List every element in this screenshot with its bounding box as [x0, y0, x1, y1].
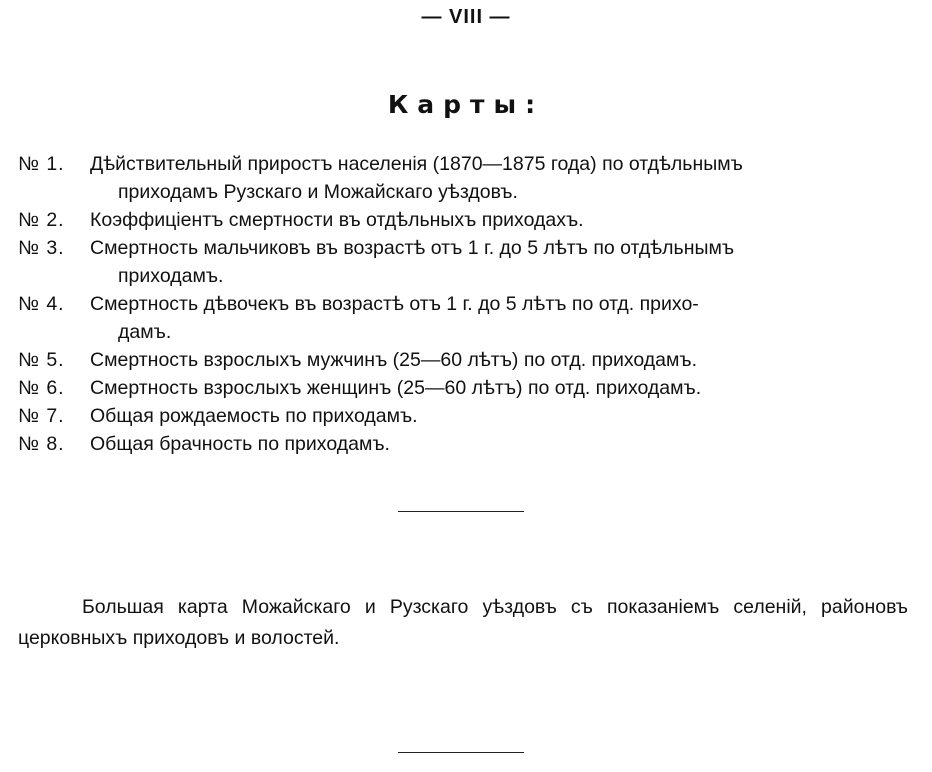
list-item-map-5 — [18, 346, 918, 374]
map-number: № 6. — [18, 377, 65, 399]
map-description — [90, 374, 918, 402]
map-description-line: Общая брачность по приходамъ. — [90, 433, 390, 455]
map-description — [90, 402, 918, 430]
big-map-note: Большая карта Можайскаго и Рузскаго уѣздовъ съ показаніемъ селеній, районовъ церковныхъ приходовъ и волостей. — [18, 596, 908, 649]
bottom-divider — [398, 752, 524, 753]
map-description-line: Смертность мальчиковъ въ возрастѣ отъ 1 г. до 5 лѣтъ по отдѣльнымъ — [90, 237, 735, 259]
section-title: Карты: — [387, 90, 545, 119]
map-description-line: Коэффиціентъ смертности въ отдѣльныхъ приходахъ. — [90, 209, 584, 231]
map-number: № 8. — [18, 433, 65, 455]
list-item-map-4 — [18, 290, 918, 346]
list-item-map-7 — [18, 402, 918, 430]
list-item-map-6 — [18, 374, 918, 402]
maps-list — [18, 150, 918, 458]
map-number: № 7. — [18, 405, 65, 427]
map-number: № 5. — [18, 349, 65, 371]
map-description — [90, 430, 918, 458]
map-description — [90, 346, 918, 374]
map-description-line: Общая рождаемость по приходамъ. — [90, 405, 418, 427]
map-number: № 4. — [18, 293, 65, 315]
map-description-line: Смертность дѣвочекъ въ возрастѣ отъ 1 г. до 5 лѣтъ по отд. прихо- — [90, 293, 699, 315]
map-description — [90, 150, 918, 206]
map-description-line: Смертность взрослыхъ мужчинъ (25—60 лѣтъ) по отд. приходамъ. — [90, 349, 698, 371]
map-description-line: Смертность взрослыхъ женщинъ (25—60 лѣтъ) по отд. приходамъ. — [90, 377, 702, 399]
map-number: № 1. — [18, 153, 65, 175]
map-description-continuation: приходамъ. — [118, 265, 224, 287]
map-number: № 2. — [18, 209, 65, 231]
map-description — [90, 234, 918, 290]
page-number: — VIII — — [421, 6, 511, 28]
list-item-map-3 — [18, 234, 918, 290]
map-description-continuation: приходамъ Рузскаго и Можайскаго уѣздовъ. — [118, 181, 518, 203]
map-description — [90, 290, 918, 346]
list-item-map-8 — [18, 430, 918, 458]
section-divider — [398, 511, 524, 512]
list-item-map-1 — [18, 150, 918, 206]
map-description-line: Дѣйствительный приростъ населенія (1870—1875 года) по отдѣльнымъ — [90, 153, 743, 175]
map-description-continuation: дамъ. — [118, 321, 172, 343]
map-number: № 3. — [18, 237, 65, 259]
map-description — [90, 206, 918, 234]
list-item-map-2 — [18, 206, 918, 234]
